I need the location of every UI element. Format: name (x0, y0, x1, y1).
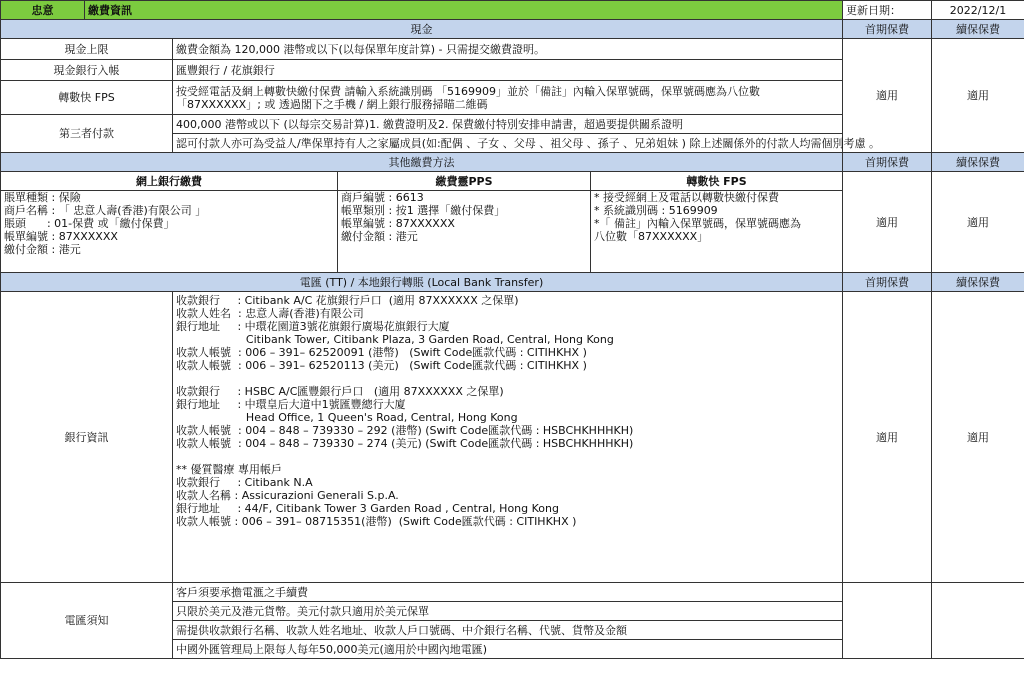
tt-notice: 中國外匯管理局上限每人每年50,000美元(適用於中國內地電匯) (173, 640, 843, 659)
other-first-applicable: 適用 (843, 172, 932, 273)
renewal-premium-header-2: 續保保費 (932, 153, 1024, 172)
bank-line: 收款人姓名 : 忠意人壽(香港)有限公司 (176, 307, 364, 320)
update-label: 更新日期： (843, 1, 932, 20)
bank-line: 收款人名稱 : Assicurazioni Generali S.p.A. (176, 489, 399, 502)
pps-details (338, 191, 591, 273)
fps2-line: * 系統識別碼 : 5169909 (594, 204, 718, 217)
third-party-text-2: 認可付款人亦可為受益人/準保單持有人之家屬成員(如:配偶 、子女 、父母 、祖父母 、孫子 、兄弟姐妹 ) 除上述關係外的付款人均需個別考慮 。 (173, 134, 1024, 153)
fps2-line: 八位數「87XXXXXX」 (594, 230, 709, 243)
ebank-line: 帳單編號 : 87XXXXXX (4, 230, 118, 243)
ebank-line: 商戶名稱 : 「 忠意人壽(香港)有限公司 」 (4, 204, 207, 217)
bank-info-label: 銀行資訊 (1, 292, 173, 583)
ebank-title: 網上銀行繳費 (1, 172, 338, 191)
pps-title: 繳費靈PPS (338, 172, 591, 191)
company-name: 忠意 (1, 1, 85, 20)
cash-limit-text: 繳費金額為 120,000 港幣或以下(以每保單年度計算) - 只需提交繳費證明。 (173, 39, 843, 60)
pps-line: 帳單類別 : 按1 選擇「繳付保費」 (341, 204, 506, 217)
fps-text: 按受經電話及網上轉數快繳付保費 請輸入系統識別碼 「5169909」並於「備註」內輸入保單號碼，保單號碼應為八位數「87XXXXXX」; 或 透過閣下之手機 / 網上銀行服務掃瞄二維碼 (173, 81, 843, 115)
cash-section-header: 現金 (1, 20, 843, 39)
first-premium-header-3: 首期保費 (843, 273, 932, 292)
renewal-premium-header-3: 續保保費 (932, 273, 1024, 292)
other-methods-header: 其他繳費方法 (1, 153, 843, 172)
tt-notice-empty-first (843, 583, 932, 659)
fps2-line: * 接受經網上及電話以轉數快繳付保費 (594, 191, 779, 204)
page-title: 繳費資訊 (85, 1, 843, 20)
bank-line: 銀行地址 : 中環花園道3號花旗銀行廣場花旗銀行大廈 (176, 320, 450, 333)
bank-line: 收款人帳號 : 006 – 391– 62520113 (美元) (Swift Code匯款代碼 : CITIHKHX ) (176, 359, 587, 372)
tt-first-applicable: 適用 (843, 292, 932, 583)
cash-bank-text: 匯豐銀行 / 花旗銀行 (173, 60, 843, 81)
tt-notice: 需提供收款銀行名稱、收款人姓名地址、收款人戶口號碼、中介銀行名稱、代號、貨幣及金額 (173, 621, 843, 640)
cash-bank-label: 現金銀行入帳 (1, 60, 173, 81)
cash-renew-applicable: 適用 (932, 39, 1024, 153)
bank-line: 收款銀行 : Citibank N.A (176, 476, 313, 489)
tt-notice: 只限於美元及港元貨幣。美元付款只適用於美元保單 (173, 602, 843, 621)
tt-notice: 客戶須要承擔電滙之手續費 (173, 583, 843, 602)
fps2-line: *「 備註」內輸入保單號碼，保單號碼應為 (594, 217, 801, 230)
first-premium-header: 首期保費 (843, 20, 932, 39)
bank-line: 銀行地址 : 44/F, Citibank Tower 3 Garden Road , Central, Hong Kong (176, 502, 559, 515)
bank-line: 銀行地址 : 中環皇后大道中1號匯豐總行大廈 (176, 398, 406, 411)
bank-info-details (173, 292, 843, 583)
other-renew-applicable: 適用 (932, 172, 1024, 273)
tt-renew-applicable: 適用 (932, 292, 1024, 583)
bank-line: 收款人帳號 : 006 – 391– 62520091 (港幣) (Swift Code匯款代碼 : CITIHKHX ) (176, 346, 587, 359)
bank-line: 收款銀行 : Citibank A/C 花旗銀行戶口 (適用 87XXXXXX 之保單) (176, 294, 519, 307)
bank-line: 收款人帳號 : 004 – 848 – 739330 – 274 (美元) (Swift Code匯款代碼 : HSBCHKHHHKH) (176, 437, 634, 450)
bank-line: Head Office, 1 Queen's Road, Central, Hong Kong (176, 411, 518, 424)
pps-line: 商戶編號 : 6613 (341, 191, 424, 204)
tt-notice-label: 電匯須知 (1, 583, 173, 659)
ebank-line: 賬單種類 : 保險 (4, 191, 81, 204)
ebank-details (1, 191, 338, 273)
cash-first-applicable: 適用 (843, 39, 932, 153)
bank-line: 收款人帳號 : 006 – 391– 08715351(港幣) (Swift Code匯款代碼 : CITIHKHX ) (176, 515, 577, 528)
ebank-line: 繳付金額 : 港元 (4, 243, 81, 256)
pps-line: 帳單編號 : 87XXXXXX (341, 217, 455, 230)
fps-label: 轉數快 FPS (1, 81, 173, 115)
bank-line: Citibank Tower, Citibank Plaza, 3 Garden Road, Central, Hong Kong (176, 333, 614, 346)
fps2-details (591, 191, 843, 273)
cash-limit-label: 現金上限 (1, 39, 173, 60)
bank-line: ** 優質醫療 專用帳戶 (176, 463, 282, 476)
pps-line: 繳付金額 : 港元 (341, 230, 418, 243)
bank-line: 收款銀行 : HSBC A/C匯豐銀行戶口 (適用 87XXXXXX 之保單) (176, 385, 504, 398)
third-party-label: 第三者付款 (1, 115, 173, 153)
renewal-premium-header: 續保保費 (932, 20, 1024, 39)
update-date: 2022/12/1 (932, 1, 1024, 20)
ebank-line: 賬頭 : 01-保費 或「繳付保費」 (4, 217, 175, 230)
bank-line: 收款人帳號 : 004 – 848 – 739330 – 292 (港幣) (Swift Code匯款代碼 : HSBCHKHHHKH) (176, 424, 634, 437)
bank-line-spacer (176, 450, 839, 463)
fps2-title: 轉數快 FPS (591, 172, 843, 191)
first-premium-header-2: 首期保費 (843, 153, 932, 172)
third-party-text-1: 400,000 港幣或以下 (以每宗交易計算)1. 繳費證明及2. 保費繳付特別安排申請書，超過要提供關系證明 (173, 115, 843, 134)
bank-line-spacer (176, 372, 839, 385)
tt-notice-empty-renew (932, 583, 1024, 659)
tt-section-header: 電匯 (TT) / 本地銀行轉賬 (Local Bank Transfer) (1, 273, 843, 292)
